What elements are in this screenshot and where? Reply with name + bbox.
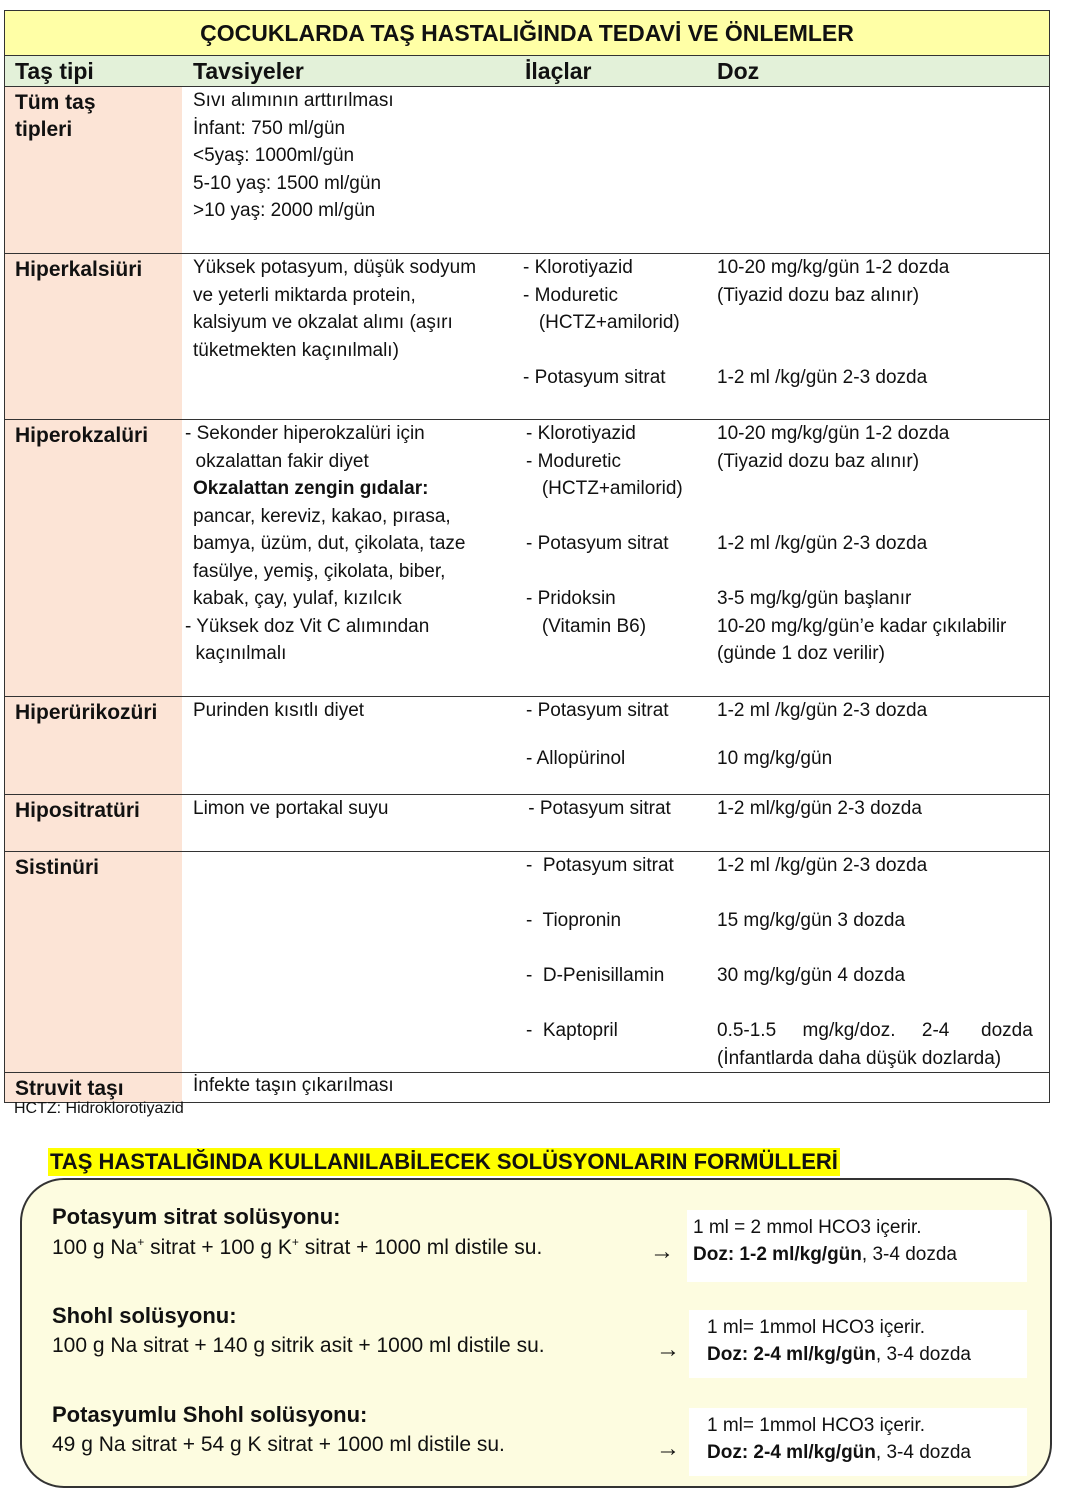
footnote: HCTZ: Hidroklorotiyazid bbox=[14, 1100, 184, 1117]
arrow-icon: → bbox=[656, 1435, 680, 1462]
header-rec: Tavsiyeler bbox=[193, 58, 304, 84]
stone-type: Hiperokzalüri bbox=[5, 420, 182, 696]
stone-type: Sistinüri bbox=[5, 852, 182, 1072]
table-row bbox=[4, 254, 1050, 420]
table-row bbox=[4, 87, 1050, 254]
recommendations: - Sekonder hiperokzalüri için okzalattan fakir diyet Okzalattan zengin gıdalar: pancar, kereviz, kakao, pırasa, bamya, üzüm, dut, çikolata, taze fasülye, yemiş, çikolata, biber, kabak, çay, yulaf, kızılcık - Yüksek doz Vit C alımından kaçınılmalı bbox=[185, 423, 466, 664]
table-row bbox=[4, 852, 1050, 1073]
doses: 1-2 ml /kg/gün 2-3 dozda 10 mg/kg/gün bbox=[717, 700, 928, 769]
drugs: - Potasyum sitrat - Tiopronin - D-Penisillamin - Kaptopril bbox=[526, 855, 674, 1041]
table-row bbox=[4, 697, 1050, 795]
stone-type: Hiperkalsiüri bbox=[5, 254, 182, 419]
header-drug: İlaçlar bbox=[525, 58, 592, 84]
header-dose: Doz bbox=[717, 58, 760, 84]
drugs: - Potasyum sitrat - Allopürinol bbox=[526, 700, 669, 769]
treatment-table bbox=[4, 10, 1050, 1103]
solution-info: 1 ml = 2 mmol HCO3 içerir. Doz: 1-2 ml/kg/gün, 3-4 dozda bbox=[687, 1210, 1027, 1282]
table-header bbox=[4, 56, 1050, 87]
solution-formula: 100 g Na+ sitrat + 100 g K+ sitrat + 1000 ml distile su. bbox=[52, 1235, 543, 1259]
recommendations: Limon ve portakal suyu bbox=[193, 798, 389, 819]
solution-info: 1 ml= 1mmol HCO3 içerir. Doz: 2-4 ml/kg/gün, 3-4 dozda bbox=[689, 1310, 1027, 1378]
recommendations: İnfekte taşın çıkarılması bbox=[193, 1075, 394, 1096]
drugs: - Potasyum sitrat bbox=[523, 798, 671, 819]
stone-type: Struvit taşı bbox=[5, 1073, 182, 1102]
table-row bbox=[4, 420, 1050, 697]
drugs: - Klorotiyazid - Moduretic (HCTZ+amilorid) - Potasyum sitrat bbox=[523, 257, 680, 388]
recommendations: Yüksek potasyum, düşük sodyum ve yeterli miktarda protein, kalsiyum ve okzalat alımı (aşırı tüketmekten kaçınılmalı) bbox=[193, 257, 477, 361]
doses: 1-2 ml /kg/gün 2-3 dozda 15 mg/kg/gün 3 dozda 30 mg/kg/gün 4 dozda 0.5-1.5 mg/kg/doz. 2-4 dozda (İnfantlarda daha düşük dozlarda) bbox=[717, 855, 1033, 1069]
arrow-icon: → bbox=[656, 1336, 680, 1363]
table-title: ÇOCUKLARDA TAŞ HASTALIĞINDA TEDAVİ VE ÖNLEMLER bbox=[4, 10, 1050, 56]
arrow-icon: → bbox=[650, 1238, 674, 1265]
stone-type: Tüm taş tipleri bbox=[5, 87, 182, 253]
stone-type: Hipositratüri bbox=[5, 795, 182, 851]
solution-potassium-citrate: Potasyum sitrat solüsyonu: 100 g Na+ sitrat + 100 g K+ sitrat + 1000 ml distile su. bbox=[52, 1204, 543, 1259]
solution-potassium-shohl: Potasyumlu Shohl solüsyonu: 49 g Na sitrat + 54 g K sitrat + 1000 ml distile su. bbox=[52, 1402, 505, 1456]
header-type: Taş tipi bbox=[15, 58, 94, 84]
doses: 10-20 mg/kg/gün 1-2 dozda (Tiyazid dozu baz alınır) 1-2 ml /kg/gün 2-3 dozda bbox=[717, 257, 950, 388]
doses: 10-20 mg/kg/gün 1-2 dozda (Tiyazid dozu baz alınır) 1-2 ml /kg/gün 2-3 dozda 3-5 mg/kg/gün başlanır 10-20 mg/kg/gün’e kadar çıkılabilir (günde 1 doz verilir) bbox=[717, 423, 1007, 664]
solution-info: 1 ml= 1mmol HCO3 içerir. Doz: 2-4 ml/kg/gün, 3-4 dozda bbox=[689, 1408, 1027, 1476]
stone-type: Hiperürikozüri bbox=[5, 697, 182, 794]
recommendations: Purinden kısıtlı diyet bbox=[193, 700, 365, 721]
table-row bbox=[4, 795, 1050, 852]
drugs: - Klorotiyazid - Moduretic (HCTZ+amilorid) - Potasyum sitrat - Pridoksin (Vitamin B6) bbox=[526, 423, 683, 637]
section-title: TAŞ HASTALIĞINDA KULLANILABİLECEK SOLÜSYONLARIN FORMÜLLERİ bbox=[50, 1149, 838, 1174]
table-row bbox=[4, 1073, 1050, 1103]
recommendations: Sıvı alımının arttırılması İnfant: 750 ml/gün <5yaş: 1000ml/gün 5-10 yaş: 1500 ml/gün >10 yaş: 2000 ml/gün bbox=[193, 90, 394, 221]
solutions-box bbox=[20, 1178, 1052, 1488]
doses: 1-2 ml/kg/gün 2-3 dozda bbox=[717, 798, 922, 819]
solution-shohl: Shohl solüsyonu: 100 g Na sitrat + 140 g sitrik asit + 1000 ml distile su. bbox=[52, 1303, 545, 1357]
